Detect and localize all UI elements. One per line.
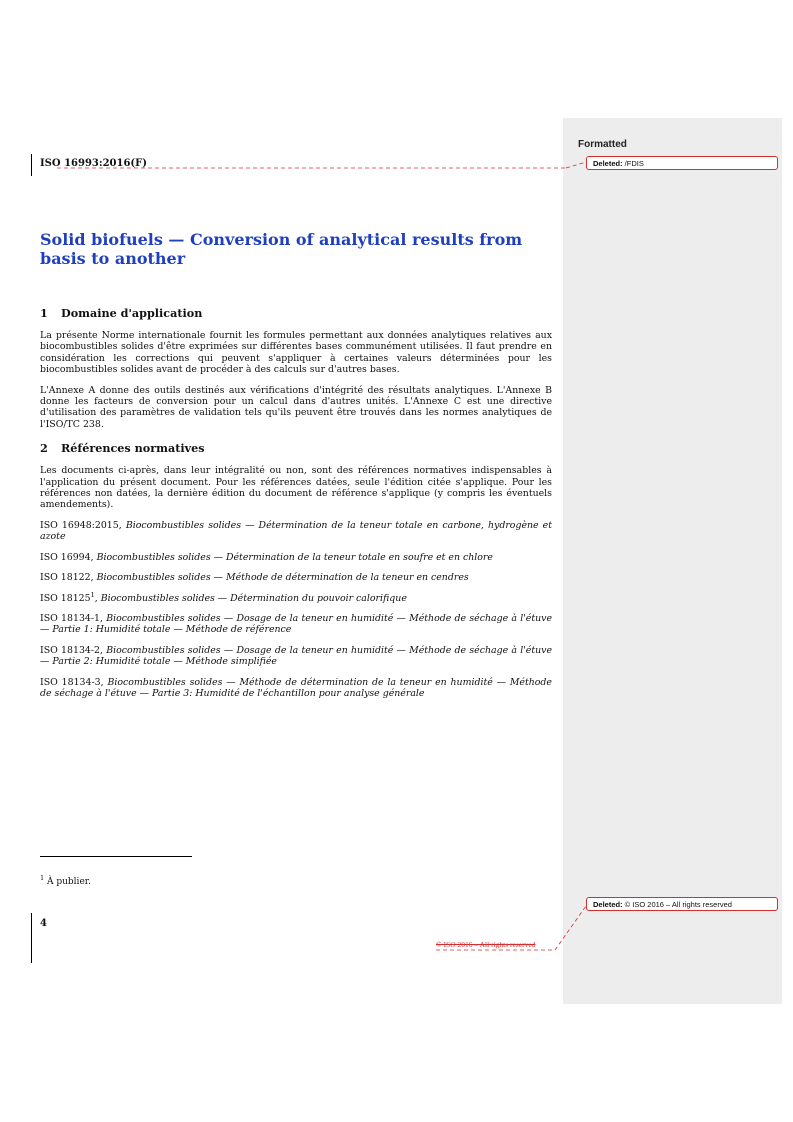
reference-item: ISO 18134-1, Biocombustibles solides — Dosage de la teneur en humidité — Méthode de séchage à l'étuve — Partie 1: Humidité totale — Méthode de référence xyxy=(40,612,552,636)
reference-item: ISO 18122, Biocombustibles solides — Méthode de détermination de la teneur en cendres xyxy=(40,572,469,584)
section-heading-2: 2 Références normatives xyxy=(40,441,205,456)
footnote-mark: 1 xyxy=(40,874,45,882)
change-bar-bottom xyxy=(31,913,32,963)
footnote-ref[interactable]: 1 xyxy=(90,590,95,599)
deleted-balloon-fdis[interactable] xyxy=(586,156,778,170)
change-bar-top xyxy=(31,154,32,176)
reference-item: ISO 18134-2, Biocombustibles solides — Dosage de la teneur en humidité — Méthode de séchage à l'étuve — Partie 2: Humidité totale — Méthode simplifiée xyxy=(40,644,552,668)
balloon-text: © ISO 2016 – All rights reserved xyxy=(622,900,732,909)
balloon-label: Deleted: xyxy=(593,159,623,168)
paragraph-normative: Les documents ci-après, dans leur intégralité ou non, sont des références normatives indispensables à l'application du présent document. Pour les références datées, seule l'édition citée s'applique. Pour les références non datées, la dernière édition du document de référence s'applique (y compris les éventuels amendements). xyxy=(40,465,552,511)
paragraph-scope-2: L'Annexe A donne des outils destinés aux vérifications d'intégrité des résultats analytiques. L'Annexe B donne les facteurs de conversion pour un calcul dans d'autres unités. L'Annexe C est une directive d'utilisation des paramètres de validation tels qu'ils peuvent être trouvés dans les normes analytiques de l'ISO/TC 238. xyxy=(40,384,552,430)
comments-pane xyxy=(563,118,782,1004)
section-heading-1: 1 Domaine d'application xyxy=(40,306,203,320)
document-title: Solid biofuels — Conversion of analytical results from basis to another xyxy=(40,230,523,268)
deleted-balloon-copyright[interactable] xyxy=(586,897,778,911)
deleted-footer-text: © ISO 2016 – All rights reserved xyxy=(436,940,536,949)
formatted-label: Formatted xyxy=(578,139,627,150)
reference-item: ISO 18134-3, Biocombustibles solides — Méthode de détermination de la teneur en humidité — Méthode de séchage à l'étuve — Partie 3: Humidité de l'échantillon pour analyse générale xyxy=(40,676,552,699)
reference-item: ISO 16994, Biocombustibles solides — Détermination de la teneur totale en soufre et en chlore xyxy=(40,551,493,563)
document-header: ISO 16993:2016(F) xyxy=(40,158,147,169)
reference-item: ISO 18125$^1$, Biocombustibles solides — Détermination du pouvoir calorifique xyxy=(40,590,407,604)
page-number: 4 xyxy=(40,918,47,929)
balloon-text: /FDIS xyxy=(622,159,644,168)
reference-item: ISO 16948:2015, Biocombustibles solides — Détermination de la teneur totale en carbone, hydrogène et azote xyxy=(40,519,552,543)
footnote-separator xyxy=(40,856,192,857)
balloon-label: Deleted: xyxy=(593,900,623,909)
document-body xyxy=(40,306,552,708)
footnote: $^1$ À publier. xyxy=(40,874,91,887)
paragraph-scope-1: La présente Norme internationale fournit les formules permettant aux données analytiques relatives aux biocombustibles solides d'être exprimées sur différentes bases communément utilisées. Il faut prendre en considération les corrections qui peuvent s'appliquer à certaines valeurs déterminées pour les biocombustibles solides avant de procéder à des calculs sur d'autres bases. xyxy=(40,330,552,376)
